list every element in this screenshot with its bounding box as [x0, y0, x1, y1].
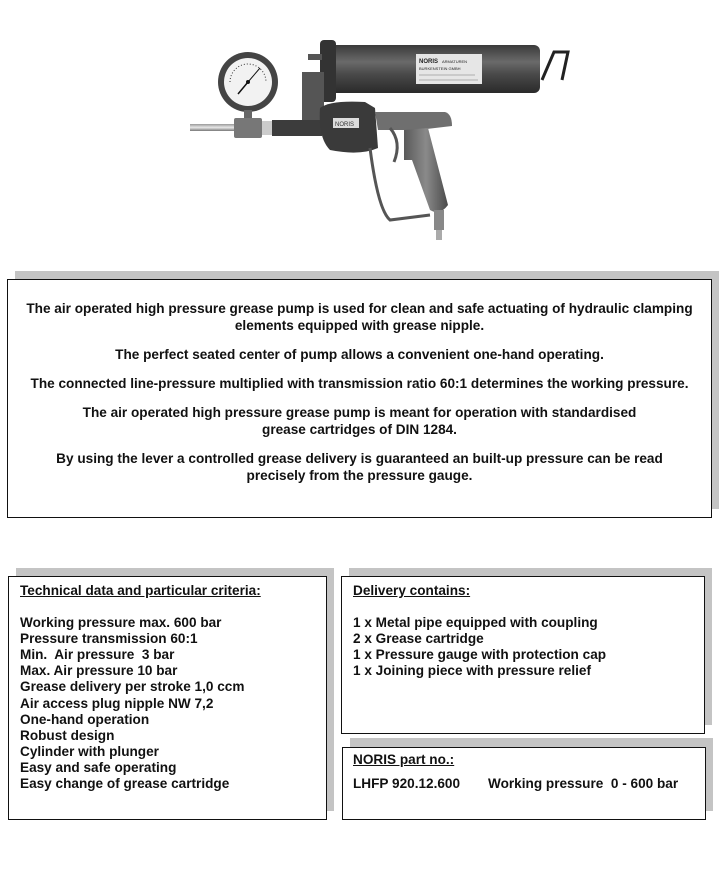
delivery-item: 1 x Pressure gauge with protection cap	[353, 647, 607, 663]
pump-badge: NORIS	[335, 122, 355, 128]
technical-list	[20, 615, 326, 792]
grease-pump-illustration	[190, 30, 570, 260]
part-number-box	[342, 747, 706, 820]
product-photo	[190, 30, 570, 260]
technical-item: Min. Air pressure 3 bar	[20, 647, 175, 663]
technical-item: Easy change of grease cartridge	[20, 776, 230, 792]
delivery-item: 1 x Joining piece with pressure relief	[353, 663, 591, 679]
intro-paragraph-1: The air operated high pressure grease pump is used for clean and safe actuating of hydraulic clamping elements equipped with grease nipple.	[26, 301, 693, 333]
technical-item: Robust design	[20, 727, 115, 743]
technical-item: Grease delivery per stroke 1,0 ccm	[20, 679, 245, 695]
delivery-item: 2 x Grease cartridge	[353, 631, 484, 647]
delivery-box	[341, 576, 705, 734]
t-handle	[542, 52, 568, 80]
intro-paragraph-5: By using the lever a controlled grease delivery is guaranteed an built-up pressure can be read precisely from the pressure gauge.	[56, 451, 663, 483]
intro-paragraph-3: The connected line-pressure multiplied with transmission ratio 60:1 determines the working pressure.	[30, 376, 689, 391]
part-line	[353, 776, 705, 792]
technical-item: Air access plug nipple NW 7,2	[20, 695, 214, 711]
metal-pipe	[190, 124, 236, 131]
air-nipple	[434, 210, 444, 230]
label-line1: ARMATUREN	[442, 59, 468, 64]
trigger-lever	[390, 128, 397, 162]
part-description: Working pressure 0 - 600 bar	[488, 776, 679, 792]
delivery-heading: Delivery contains:	[353, 583, 471, 598]
technical-item: Pressure transmission 60:1	[20, 631, 198, 647]
intro-paragraph-2: The perfect seated center of pump allows a convenient one-hand operating.	[115, 347, 604, 362]
handle-grip	[404, 128, 448, 212]
technical-data-box	[8, 576, 327, 820]
label-brand: NORIS	[419, 59, 439, 65]
pressure-gauge	[218, 52, 278, 120]
technical-item: One-hand operation	[20, 711, 150, 727]
technical-heading: Technical data and particular criteria:	[20, 583, 261, 598]
delivery-item: 1 x Metal pipe equipped with coupling	[353, 615, 598, 631]
technical-item: Cylinder with plunger	[20, 743, 159, 759]
label-line2: BURKENSTEIN GMBH	[419, 66, 461, 71]
delivery-list	[353, 615, 704, 679]
technical-item: Easy and safe operating	[20, 759, 177, 775]
intro-box	[7, 279, 712, 518]
part-heading: NORIS part no.:	[353, 752, 455, 767]
technical-item: Working pressure max. 600 bar	[20, 615, 222, 631]
part-number: LHFP 920.12.600	[353, 776, 461, 792]
intro-paragraph-4: The air operated high pressure grease pump is meant for operation with standardised grease cartridges of DIN 1284.	[82, 405, 637, 437]
coupling	[234, 118, 262, 138]
technical-item: Max. Air pressure 10 bar	[20, 663, 178, 679]
